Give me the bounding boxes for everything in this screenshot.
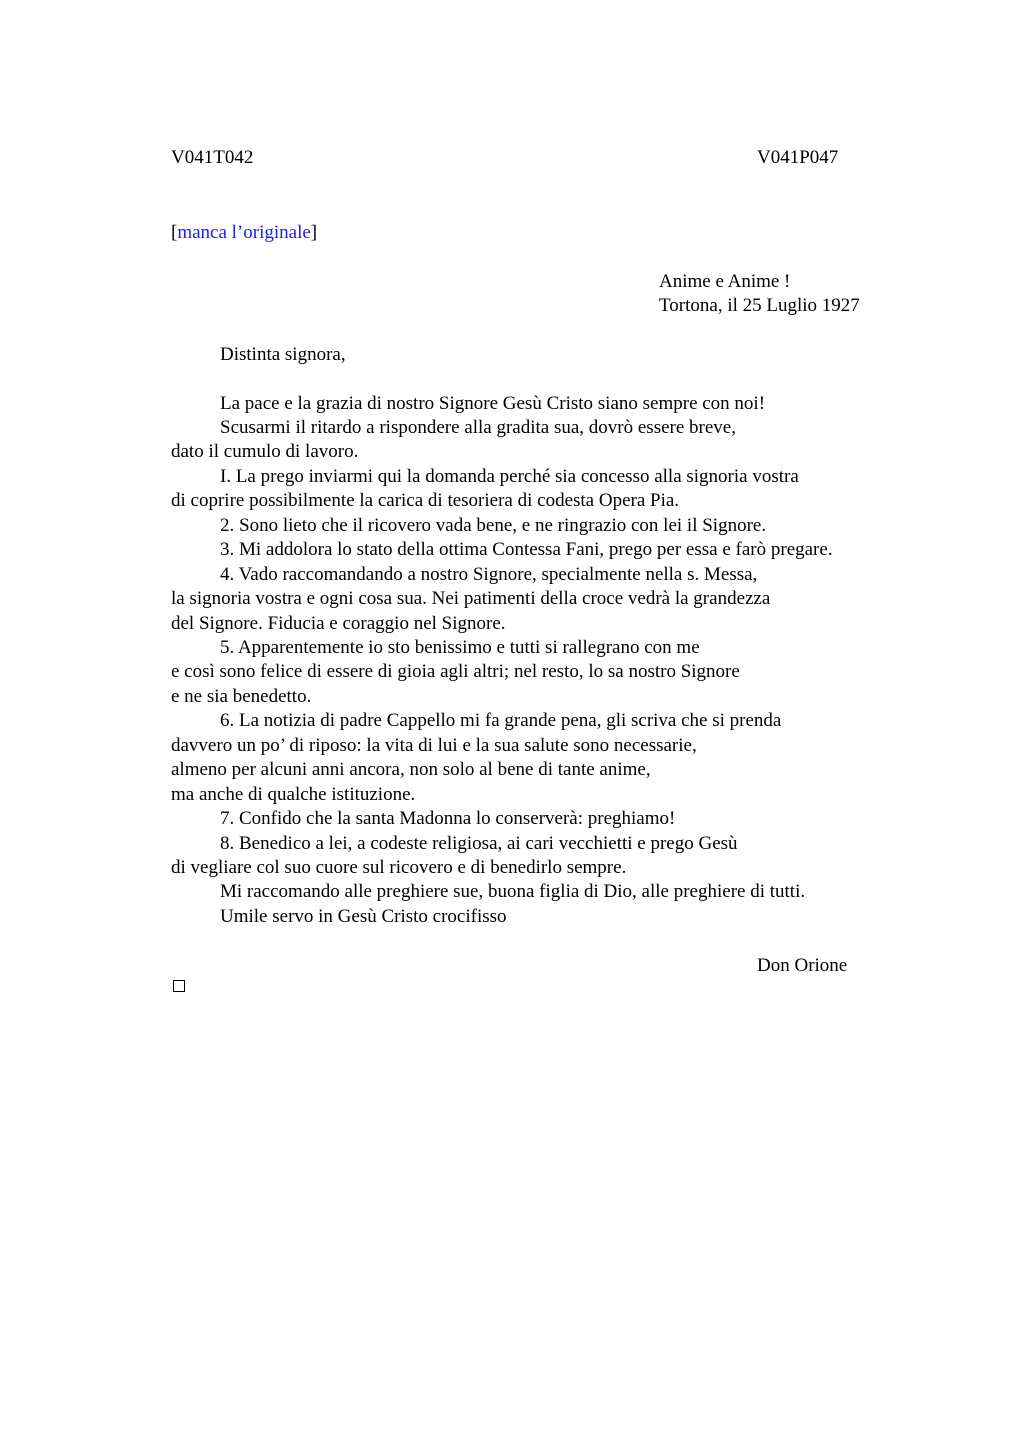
closing-line: Umile servo in Gesù Cristo crocifisso bbox=[220, 906, 507, 927]
note-bracket-open: [ bbox=[171, 222, 178, 243]
body-line: Mi raccomando alle preghiere sue, buona figlia di Dio, alle preghiere di tutti. bbox=[220, 881, 806, 902]
body-line: e ne sia benedetto. bbox=[171, 686, 312, 707]
document-code-right: V041P047 bbox=[757, 147, 839, 168]
body-line: 5. Apparentemente io sto benissimo e tutti si rallegrano con me bbox=[220, 637, 700, 658]
note-bracket-close: ] bbox=[310, 222, 318, 243]
body-line: davvero un po’ di riposo: la vita di lui e la sua salute sono necessarie, bbox=[171, 735, 697, 756]
signature: Don Orione bbox=[757, 955, 848, 976]
motto: Anime e Anime ! bbox=[659, 271, 791, 292]
empty-square-icon bbox=[173, 980, 185, 992]
body-line: Scusarmi il ritardo a rispondere alla gradita sua, dovrò essere breve, bbox=[220, 417, 736, 438]
body-line: 4. Vado raccomandando a nostro Signore, specialmente nella s. Messa, bbox=[220, 564, 758, 585]
body-line: 3. Mi addolora lo stato della ottima Contessa Fani, prego per essa e farò pregare. bbox=[220, 539, 833, 560]
place-date: Tortona, il 25 Luglio 1927 bbox=[659, 295, 860, 316]
body-line: 8. Benedico a lei, a codeste religiosa, ai cari vecchietti e prego Gesù bbox=[220, 833, 738, 854]
body-line: dato il cumulo di lavoro. bbox=[171, 441, 359, 462]
editorial-note bbox=[171, 221, 317, 245]
body-line: la signoria vostra e ogni cosa sua. Nei patimenti della croce vedrà la grandezza bbox=[171, 588, 771, 609]
body-line: ma anche di qualche istituzione. bbox=[171, 784, 416, 805]
body-line: 6. La notizia di padre Cappello mi fa grande pena, gli scriva che si prenda bbox=[220, 710, 782, 731]
body-line: I. La prego inviarmi qui la domanda perché sia concesso alla signoria vostra bbox=[220, 466, 799, 487]
note-text: manca l’originale bbox=[177, 222, 311, 243]
body-line: del Signore. Fiducia e coraggio nel Signore. bbox=[171, 613, 506, 634]
body-line: di coprire possibilmente la carica di tesoriera di codesta Opera Pia. bbox=[171, 490, 680, 511]
body-line: 2. Sono lieto che il ricovero vada bene, e ne ringrazio con lei il Signore. bbox=[220, 515, 767, 536]
document-code-left: V041T042 bbox=[171, 147, 254, 168]
salutation: Distinta signora, bbox=[220, 344, 346, 365]
body-line: almeno per alcuni anni ancora, non solo al bene di tante anime, bbox=[171, 759, 651, 780]
body-line: e così sono felice di essere di gioia agli altri; nel resto, lo sa nostro Signore bbox=[171, 661, 740, 682]
body-line: La pace e la grazia di nostro Signore Gesù Cristo siano sempre con noi! bbox=[220, 393, 766, 414]
body-line: di vegliare col suo cuore sul ricovero e di benedirlo sempre. bbox=[171, 857, 627, 878]
body-line: 7. Confido che la santa Madonna lo conserverà: preghiamo! bbox=[220, 808, 676, 829]
